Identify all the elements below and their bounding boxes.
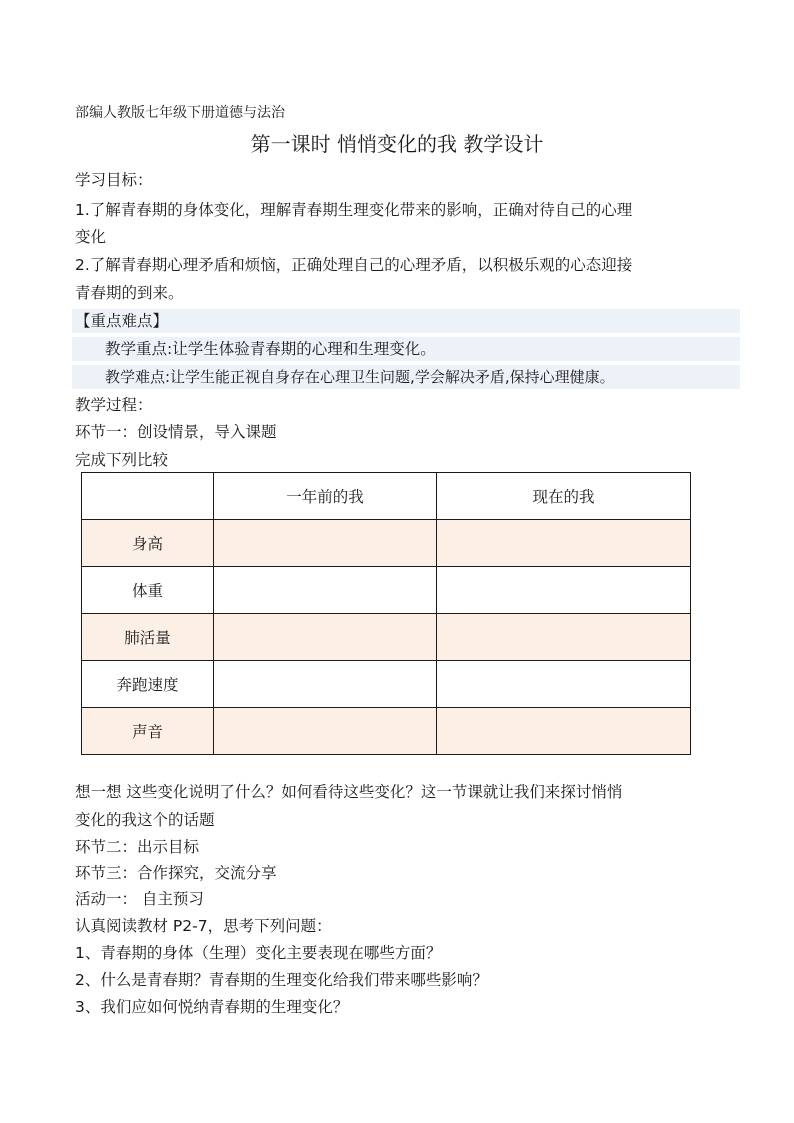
table-cell[interactable] — [214, 567, 437, 614]
row-label: 奔跑速度 — [82, 661, 214, 708]
question-2: 2、什么是青春期？青春期的生理变化给我们带来哪些影响？ — [75, 971, 488, 989]
table-cell[interactable] — [437, 614, 691, 661]
table-row — [82, 567, 691, 614]
table-cell[interactable] — [437, 520, 691, 567]
table-header-cell: 一年前的我 — [214, 473, 437, 520]
table-cell[interactable] — [214, 520, 437, 567]
key-points-shade — [72, 309, 740, 333]
table-header-cell: 现在的我 — [437, 473, 691, 520]
table-row — [82, 520, 691, 567]
compare-intro: 完成下列比较 — [75, 451, 169, 469]
table-row — [82, 661, 691, 708]
table-header-row — [82, 473, 691, 520]
process-heading: 教学过程： — [75, 396, 153, 414]
question-1: 1、青春期的身体（生理）变化主要表现在哪些方面？ — [75, 944, 442, 962]
objectives-heading: 学习目标： — [75, 171, 153, 189]
page-title: 第一课时 悄悄变化的我 教学设计 — [250, 132, 544, 156]
key-points-heading: 【重点难点】 — [75, 312, 169, 330]
step-1: 环节一：创设情景，导入课题 — [75, 423, 277, 441]
step-2: 环节二：出示目标 — [75, 838, 200, 856]
key-point-text: 教学重点:让学生体验青春期的心理和生理变化。 — [105, 340, 436, 358]
table-row — [82, 614, 691, 661]
reading-task: 认真阅读教材 P2-7，思考下列问题： — [75, 917, 332, 935]
table-cell[interactable] — [437, 567, 691, 614]
table-row — [82, 708, 691, 755]
table-cell[interactable] — [214, 661, 437, 708]
row-label: 身高 — [82, 520, 214, 567]
row-label: 体重 — [82, 567, 214, 614]
objective-2-line-2: 青春期的到来。 — [75, 284, 184, 302]
table-cell[interactable] — [437, 661, 691, 708]
table-header-cell — [82, 473, 214, 520]
think-line-1: 想一想 这些变化说明了什么？如何看待这些变化？这一节课就让我们来探讨悄悄 — [75, 783, 623, 801]
activity-1: 活动一： 自主预习 — [75, 890, 204, 908]
table-cell[interactable] — [214, 708, 437, 755]
table-cell[interactable] — [437, 708, 691, 755]
question-3: 3、我们应如何悦纳青春期的生理变化？ — [75, 998, 349, 1016]
difficult-point-text: 教学难点:让学生能正视自身存在心理卫生问题,学会解决矛盾,保持心理健康。 — [105, 368, 615, 386]
row-label: 肺活量 — [82, 614, 214, 661]
objective-1-line-2: 变化 — [75, 228, 107, 246]
think-line-2: 变化的我这个的话题 — [75, 811, 215, 829]
subject-line: 部编人教版七年级下册道德与法治 — [75, 105, 285, 121]
table-cell[interactable] — [214, 614, 437, 661]
comparison-table — [81, 472, 691, 755]
objective-1-line-1: 1.了解青春期的身体变化，理解青春期生理变化带来的影响，正确对待自己的心理 — [75, 201, 633, 219]
objective-2-line-1: 2.了解青春期心理矛盾和烦恼，正确处理自己的心理矛盾，以积极乐观的心态迎接 — [75, 256, 633, 274]
step-3: 环节三：合作探究，交流分享 — [75, 864, 277, 882]
row-label: 声音 — [82, 708, 214, 755]
